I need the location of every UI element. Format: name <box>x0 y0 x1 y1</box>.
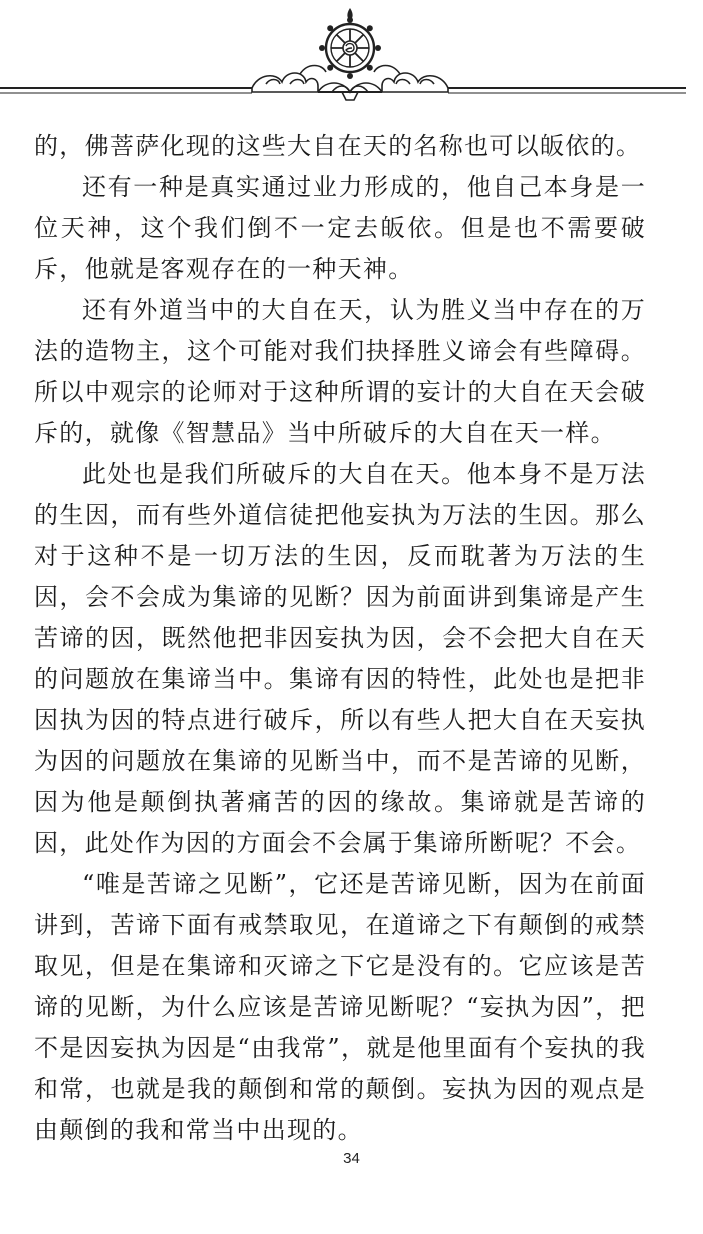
paragraph: 还有一种是真实通过业力形成的，他自己本身是一位天神，这个我们倒不一定去皈依。但是也不需要破斥，他就是客观存在的一种天神。 <box>34 173 646 283</box>
body-text <box>34 126 646 1151</box>
paragraph-continued: 的，佛菩萨化现的这些大自在天的名称也可以皈依的。 <box>34 132 642 160</box>
page-number: 34 <box>343 1150 360 1167</box>
page-header <box>0 0 703 110</box>
paragraph: “唯是苦谛之见断”，它还是苦谛见断，因为在前面讲到，苦谛下面有戒禁取见，在道谛之下有颠倒的戒禁取见，但是在集谛和灭谛之下它是没有的。它应该是苦谛的见断，为什么应该是苦谛见断呢？“妄执为因”，把不是因妄执为因是“由我常”，就是他里面有个妄执的我和常，也就是我的颠倒和常的颠倒。妄执为因的观点是由颠倒的我和常当中出现的。 <box>34 870 646 1144</box>
paragraph: 还有外道当中的大自在天，认为胜义当中存在的万法的造物主，这个可能对我们抉择胜义谛会有些障碍。所以中观宗的论师对于这种所谓的妄计的大自在天会破斥的，就像《智慧品》当中所破斥的大自在天一样。 <box>34 296 646 447</box>
dharma-wheel-icon <box>0 0 703 110</box>
paragraph: 此处也是我们所破斥的大自在天。他本身不是万法的生因，而有些外道信徒把他妄执为万法的生因。那么对于这种不是一切万法的生因，反而耽著为万法的生因，会不会成为集谛的见断？因为前面讲到集谛是产生苦谛的因，既然他把非因妄执为因，会不会把大自在天的问题放在集谛当中。集谛有因的特性，此处也是把非因执为因的特点进行破斥，所以有些人把大自在天妄执为因的问题放在集谛的见断当中，而不是苦谛的见断，因为他是颠倒执著痛苦的因的缘故。集谛就是苦谛的因，此处作为因的方面会不会属于集谛所断呢？不会。 <box>34 460 646 857</box>
